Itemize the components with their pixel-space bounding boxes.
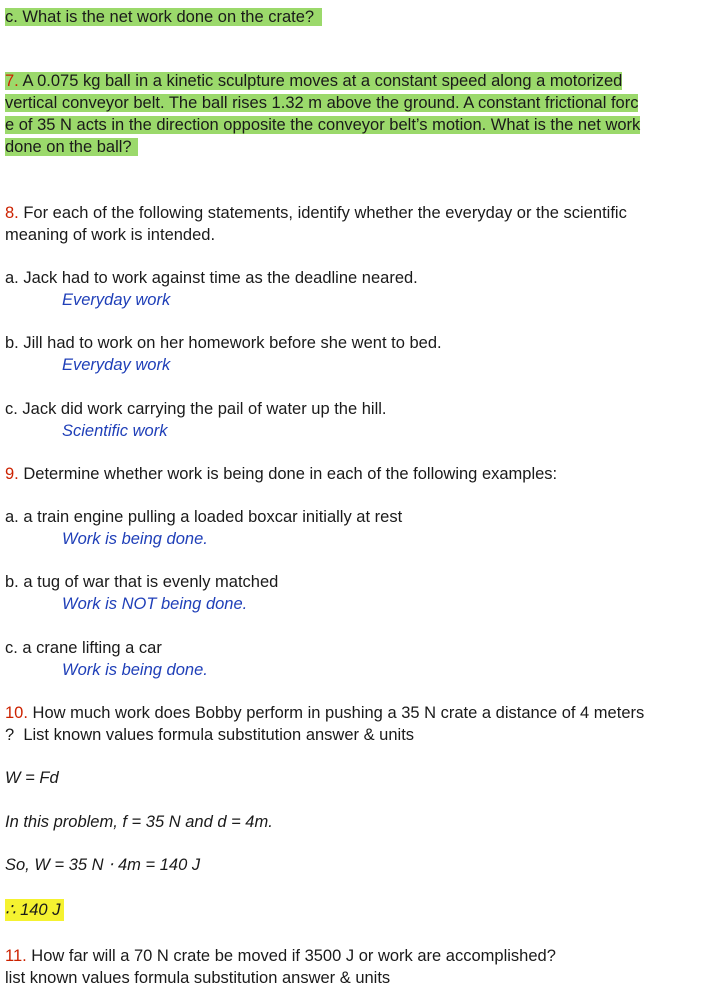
q11-line-2: list known values formula substitution answer & units xyxy=(5,969,391,987)
q8-line-1 xyxy=(5,202,627,224)
q9-text-1: Determine whether work is being done in each of the following examples: xyxy=(18,465,558,483)
q10-calc: So, W = 35 N ⋅ 4m = 140 J xyxy=(5,856,201,874)
q8-c: c. Jack did work carrying the pail of water up the hill. xyxy=(5,400,387,418)
q7-text-2: vertical conveyor belt. The ball rises 1.32 m above the ground. A constant frictional forc xyxy=(5,94,639,112)
q9-number: 9. xyxy=(5,465,19,483)
q11-number: 11. xyxy=(5,947,27,965)
q7-line-2 xyxy=(5,92,638,114)
q10-answer-line xyxy=(5,899,64,921)
q8-b-answer: Everyday work xyxy=(62,356,171,374)
q10-line-1 xyxy=(5,702,644,724)
q6c-text: c. What is the net work done on the crate? xyxy=(5,8,322,26)
q7-line-3 xyxy=(5,114,640,136)
q11-text-1: How far will a 70 N crate be moved if 3500 J or work are accomplished? xyxy=(26,947,556,965)
q9-line-1 xyxy=(5,463,557,485)
q9-a: a. a train engine pulling a loaded boxcar initially at rest xyxy=(5,508,403,526)
q7-number: 7. xyxy=(5,72,19,90)
q8-line-2: meaning of work is intended. xyxy=(5,226,216,244)
q7-line-1 xyxy=(5,70,622,92)
q10-formula: W = Fd xyxy=(5,769,59,787)
q10-line-2: ? List known values formula substitution answer & units xyxy=(5,726,415,744)
q8-c-answer: Scientific work xyxy=(62,422,168,440)
q7-text-4: done on the ball? xyxy=(5,138,138,156)
q11-line-1 xyxy=(5,945,556,967)
q9-a-answer: Work is being done. xyxy=(62,530,208,548)
q10-text-1: How much work does Bobby perform in pushing a 35 N crate a distance of 4 meters xyxy=(27,704,645,722)
q10-given: In this problem, f = 35 N and d = 4m. xyxy=(5,813,273,831)
q8-a: a. Jack had to work against time as the deadline neared. xyxy=(5,269,418,287)
q8-number: 8. xyxy=(5,204,19,222)
q9-c-answer: Work is being done. xyxy=(62,661,208,679)
q10-number: 10. xyxy=(5,704,28,722)
q7-text-1: A 0.075 kg ball in a kinetic sculpture moves at a constant speed along a motorized xyxy=(18,72,623,90)
q10-answer: ∴ 140 J xyxy=(5,899,64,921)
q9-b: b. a tug of war that is evenly matched xyxy=(5,573,279,591)
q6c-line xyxy=(5,6,322,28)
q8-text-1: For each of the following statements, identify whether the everyday or the scientific xyxy=(18,204,627,222)
q7-highlight-1 xyxy=(5,72,622,90)
q7-line-4 xyxy=(5,136,138,158)
q9-c: c. a crane lifting a car xyxy=(5,639,162,657)
q8-b: b. Jill had to work on her homework before she went to bed. xyxy=(5,334,442,352)
q8-a-answer: Everyday work xyxy=(62,291,171,309)
q9-b-answer: Work is NOT being done. xyxy=(62,595,248,613)
q7-text-3: e of 35 N acts in the direction opposite the conveyor belt’s motion. What is the net work xyxy=(5,116,641,134)
